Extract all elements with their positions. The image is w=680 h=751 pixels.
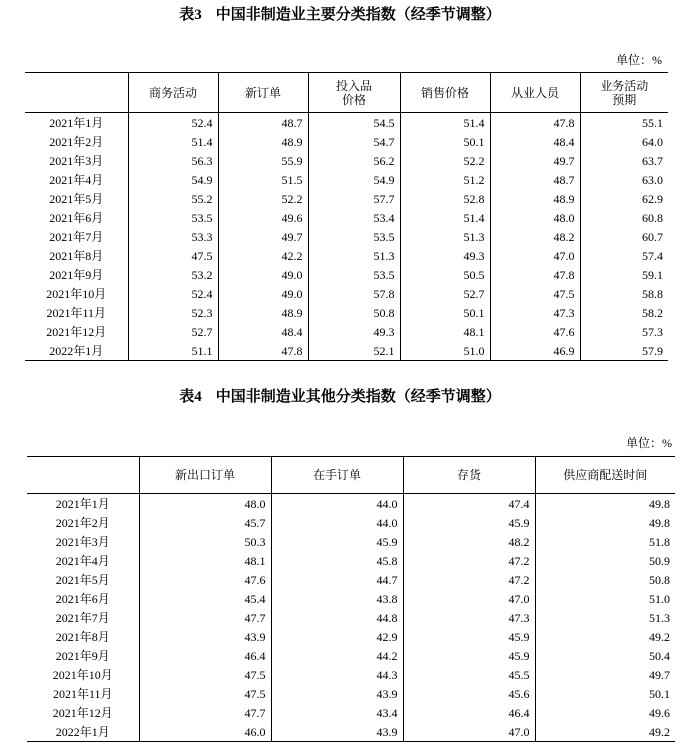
table3 xyxy=(25,72,668,361)
header-line: 业务活动 xyxy=(600,78,649,93)
header-month xyxy=(27,457,139,494)
cell-sales-prices: 50.1 xyxy=(400,303,490,322)
cell-sales-prices: 50.1 xyxy=(400,132,490,151)
cell-new-orders: 48.7 xyxy=(218,113,308,133)
table-row xyxy=(25,303,668,322)
cell-business-expectations: 58.2 xyxy=(580,303,668,322)
cell-sales-prices: 52.8 xyxy=(400,189,490,208)
cell-new-orders: 49.6 xyxy=(218,208,308,227)
cell-supplier-delivery-time: 49.8 xyxy=(535,513,675,532)
cell-business-expectations: 60.8 xyxy=(580,208,668,227)
cell-input-prices: 52.1 xyxy=(308,341,400,361)
cell-new-orders: 48.9 xyxy=(218,303,308,322)
row-month: 2021年6月 xyxy=(49,210,104,225)
cell-employment: 47.6 xyxy=(490,322,580,341)
table-row xyxy=(25,132,668,151)
cell-new-orders: 49.7 xyxy=(218,227,308,246)
cell-business-activity: 52.7 xyxy=(128,322,218,341)
row-month: 2021年3月 xyxy=(55,534,110,549)
cell-business-expectations: 63.0 xyxy=(580,170,668,189)
cell-backlog-orders: 44.0 xyxy=(271,494,403,514)
cell-supplier-delivery-time: 49.2 xyxy=(535,722,675,742)
cell-business-activity: 56.3 xyxy=(128,151,218,170)
cell-backlog-orders: 44.0 xyxy=(271,513,403,532)
table-row xyxy=(27,703,675,722)
cell-sales-prices: 51.3 xyxy=(400,227,490,246)
header-month xyxy=(25,73,128,113)
header-line: 销售价格 xyxy=(420,85,469,100)
cell-sales-prices: 52.7 xyxy=(400,284,490,303)
header-business-activity xyxy=(128,73,218,113)
cell-employment: 48.0 xyxy=(490,208,580,227)
cell-supplier-delivery-time: 50.8 xyxy=(535,570,675,589)
cell-new-orders: 48.9 xyxy=(218,132,308,151)
table4-body xyxy=(27,494,675,742)
cell-supplier-delivery-time: 50.1 xyxy=(535,684,675,703)
cell-new-orders: 55.9 xyxy=(218,151,308,170)
cell-new-export-orders: 48.0 xyxy=(139,494,271,514)
cell-business-activity: 53.5 xyxy=(128,208,218,227)
cell-supplier-delivery-time: 49.6 xyxy=(535,703,675,722)
cell-sales-prices: 49.3 xyxy=(400,246,490,265)
cell-business-expectations: 59.1 xyxy=(580,265,668,284)
cell-employment: 47.8 xyxy=(490,265,580,284)
cell-supplier-delivery-time: 51.0 xyxy=(535,589,675,608)
cell-business-expectations: 64.0 xyxy=(580,132,668,151)
cell-business-activity: 52.4 xyxy=(128,284,218,303)
cell-backlog-orders: 43.4 xyxy=(271,703,403,722)
header-backlog-orders: 在手订单 xyxy=(271,457,403,494)
cell-inventory: 46.4 xyxy=(403,703,535,722)
header-line: 价格 xyxy=(341,92,366,107)
cell-business-expectations: 63.7 xyxy=(580,151,668,170)
row-month: 2021年2月 xyxy=(55,515,110,530)
cell-backlog-orders: 44.3 xyxy=(271,665,403,684)
cell-new-export-orders: 45.4 xyxy=(139,589,271,608)
row-month: 2021年5月 xyxy=(55,572,110,587)
cell-sales-prices: 51.4 xyxy=(400,113,490,133)
table-row xyxy=(27,646,675,665)
table-row xyxy=(27,608,675,627)
cell-new-export-orders: 47.5 xyxy=(139,684,271,703)
cell-inventory: 47.3 xyxy=(403,608,535,627)
cell-new-orders: 47.8 xyxy=(218,341,308,361)
cell-backlog-orders: 44.2 xyxy=(271,646,403,665)
header-sales-prices xyxy=(400,73,490,113)
cell-supplier-delivery-time: 51.3 xyxy=(535,608,675,627)
table3-header xyxy=(25,73,668,113)
table3-title xyxy=(0,6,680,24)
row-month: 2021年11月 xyxy=(52,686,113,701)
cell-input-prices: 57.8 xyxy=(308,284,400,303)
cell-new-orders: 49.0 xyxy=(218,284,308,303)
cell-backlog-orders: 43.9 xyxy=(271,722,403,742)
cell-input-prices: 54.7 xyxy=(308,132,400,151)
table-row xyxy=(25,341,668,361)
cell-sales-prices: 51.2 xyxy=(400,170,490,189)
row-month: 2021年7月 xyxy=(49,229,104,244)
cell-backlog-orders: 44.7 xyxy=(271,570,403,589)
table-row xyxy=(27,551,675,570)
cell-sales-prices: 51.0 xyxy=(400,341,490,361)
row-month: 2021年7月 xyxy=(55,610,110,625)
cell-inventory: 47.2 xyxy=(403,551,535,570)
table3-unit: 单位：% xyxy=(616,53,662,67)
cell-business-activity: 51.1 xyxy=(128,341,218,361)
cell-sales-prices: 52.2 xyxy=(400,151,490,170)
cell-inventory: 45.9 xyxy=(403,513,535,532)
cell-inventory: 45.6 xyxy=(403,684,535,703)
table-row xyxy=(25,284,668,303)
cell-new-export-orders: 47.7 xyxy=(139,703,271,722)
table3-title-text: 中国非制造业主要分类指数（经季节调整） xyxy=(215,7,501,23)
cell-business-activity: 52.3 xyxy=(128,303,218,322)
cell-supplier-delivery-time: 49.7 xyxy=(535,665,675,684)
table4-header xyxy=(27,457,675,494)
row-month: 2021年5月 xyxy=(49,191,104,206)
cell-business-expectations: 60.7 xyxy=(580,227,668,246)
table3-number: 表3 xyxy=(179,7,202,23)
cell-input-prices: 50.8 xyxy=(308,303,400,322)
cell-supplier-delivery-time: 51.8 xyxy=(535,532,675,551)
cell-employment: 47.8 xyxy=(490,113,580,133)
cell-business-activity: 54.9 xyxy=(128,170,218,189)
row-month: 2021年8月 xyxy=(49,248,104,263)
table-row xyxy=(27,722,675,742)
cell-employment: 46.9 xyxy=(490,341,580,361)
cell-business-activity: 53.3 xyxy=(128,227,218,246)
cell-input-prices: 53.4 xyxy=(308,208,400,227)
cell-employment: 47.0 xyxy=(490,246,580,265)
header-supplier-delivery-time: 供应商配送时间 xyxy=(535,457,675,494)
header-line: 商务活动 xyxy=(148,85,197,100)
cell-input-prices: 53.5 xyxy=(308,265,400,284)
cell-input-prices: 49.3 xyxy=(308,322,400,341)
header-row xyxy=(27,457,675,494)
table-row xyxy=(27,589,675,608)
cell-new-orders: 49.0 xyxy=(218,265,308,284)
row-month: 2021年4月 xyxy=(55,553,110,568)
table-row xyxy=(27,570,675,589)
cell-business-expectations: 62.9 xyxy=(580,189,668,208)
header-business-expectations xyxy=(580,73,668,113)
row-month: 2021年11月 xyxy=(46,305,107,320)
cell-inventory: 47.0 xyxy=(403,722,535,742)
table-row xyxy=(25,170,668,189)
cell-new-orders: 51.5 xyxy=(218,170,308,189)
table-row xyxy=(25,208,668,227)
table-row xyxy=(27,494,675,514)
table-row xyxy=(25,265,668,284)
cell-business-expectations: 57.3 xyxy=(580,322,668,341)
cell-input-prices: 54.9 xyxy=(308,170,400,189)
cell-business-expectations: 57.4 xyxy=(580,246,668,265)
table-row xyxy=(25,322,668,341)
cell-inventory: 45.5 xyxy=(403,665,535,684)
row-month: 2021年6月 xyxy=(55,591,110,606)
table-row xyxy=(27,684,675,703)
row-month: 2021年12月 xyxy=(52,705,113,720)
cell-backlog-orders: 42.9 xyxy=(271,627,403,646)
cell-input-prices: 53.5 xyxy=(308,227,400,246)
table3-body xyxy=(25,113,668,361)
cell-new-export-orders: 47.5 xyxy=(139,665,271,684)
cell-new-export-orders: 47.7 xyxy=(139,608,271,627)
cell-supplier-delivery-time: 50.9 xyxy=(535,551,675,570)
cell-new-orders: 48.4 xyxy=(218,322,308,341)
cell-new-export-orders: 46.4 xyxy=(139,646,271,665)
cell-business-expectations: 58.8 xyxy=(580,284,668,303)
cell-supplier-delivery-time: 49.8 xyxy=(535,494,675,514)
table4-title xyxy=(0,388,680,406)
table-row xyxy=(27,513,675,532)
cell-supplier-delivery-time: 49.2 xyxy=(535,627,675,646)
row-month: 2021年8月 xyxy=(55,629,110,644)
cell-new-orders: 52.2 xyxy=(218,189,308,208)
cell-backlog-orders: 45.9 xyxy=(271,532,403,551)
row-month: 2021年2月 xyxy=(49,134,104,149)
cell-inventory: 47.2 xyxy=(403,570,535,589)
table4-unit: 单位：% xyxy=(626,436,672,450)
row-month: 2021年1月 xyxy=(49,115,104,130)
row-month: 2022年1月 xyxy=(27,722,139,742)
row-month: 2021年4月 xyxy=(49,172,104,187)
table-row xyxy=(25,246,668,265)
cell-business-activity: 51.4 xyxy=(128,132,218,151)
row-month: 2021年1月 xyxy=(55,496,110,511)
header-line: 预期 xyxy=(612,92,637,107)
row-month: 2022年1月 xyxy=(25,341,128,361)
row-month: 2021年12月 xyxy=(46,324,107,339)
header-new-orders xyxy=(218,73,308,113)
table4-number: 表4 xyxy=(179,389,202,405)
cell-business-activity: 47.5 xyxy=(128,246,218,265)
cell-employment: 47.3 xyxy=(490,303,580,322)
cell-new-export-orders: 48.1 xyxy=(139,551,271,570)
cell-sales-prices: 48.1 xyxy=(400,322,490,341)
cell-employment: 48.2 xyxy=(490,227,580,246)
cell-input-prices: 51.3 xyxy=(308,246,400,265)
table4 xyxy=(27,456,675,742)
header-input-prices xyxy=(308,73,400,113)
header-line: 新订单 xyxy=(244,85,281,100)
cell-business-activity: 53.2 xyxy=(128,265,218,284)
cell-inventory: 45.9 xyxy=(403,627,535,646)
header-inventory: 存货 xyxy=(403,457,535,494)
cell-business-expectations: 55.1 xyxy=(580,113,668,133)
header-new-export-orders: 新出口订单 xyxy=(139,457,271,494)
cell-inventory: 47.0 xyxy=(403,589,535,608)
cell-inventory: 45.9 xyxy=(403,646,535,665)
cell-new-export-orders: 47.6 xyxy=(139,570,271,589)
cell-input-prices: 56.2 xyxy=(308,151,400,170)
row-month: 2021年10月 xyxy=(46,286,107,301)
cell-new-export-orders: 46.0 xyxy=(139,722,271,742)
cell-input-prices: 54.5 xyxy=(308,113,400,133)
cell-inventory: 48.2 xyxy=(403,532,535,551)
header-line: 投入品 xyxy=(335,78,372,93)
table-row xyxy=(27,532,675,551)
table-row xyxy=(25,113,668,133)
header-row xyxy=(25,73,668,113)
cell-new-export-orders: 50.3 xyxy=(139,532,271,551)
row-month: 2021年9月 xyxy=(55,648,110,663)
row-month: 2021年9月 xyxy=(49,267,104,282)
cell-new-export-orders: 43.9 xyxy=(139,627,271,646)
cell-employment: 47.5 xyxy=(490,284,580,303)
cell-employment: 48.4 xyxy=(490,132,580,151)
header-employment xyxy=(490,73,580,113)
cell-backlog-orders: 45.8 xyxy=(271,551,403,570)
cell-sales-prices: 50.5 xyxy=(400,265,490,284)
cell-backlog-orders: 43.8 xyxy=(271,589,403,608)
table-row xyxy=(25,227,668,246)
cell-sales-prices: 51.4 xyxy=(400,208,490,227)
cell-employment: 48.7 xyxy=(490,170,580,189)
cell-backlog-orders: 44.8 xyxy=(271,608,403,627)
table-row xyxy=(25,151,668,170)
row-month: 2021年3月 xyxy=(49,153,104,168)
table4-title-text: 中国非制造业其他分类指数（经季节调整） xyxy=(215,389,501,405)
cell-business-expectations: 57.9 xyxy=(580,341,668,361)
table-row xyxy=(27,627,675,646)
cell-employment: 48.9 xyxy=(490,189,580,208)
cell-input-prices: 57.7 xyxy=(308,189,400,208)
row-month: 2021年10月 xyxy=(52,667,113,682)
table-row xyxy=(25,189,668,208)
cell-supplier-delivery-time: 50.4 xyxy=(535,646,675,665)
table-row xyxy=(27,665,675,684)
cell-backlog-orders: 43.9 xyxy=(271,684,403,703)
header-line: 从业人员 xyxy=(510,85,559,100)
cell-employment: 49.7 xyxy=(490,151,580,170)
cell-new-export-orders: 45.7 xyxy=(139,513,271,532)
cell-inventory: 47.4 xyxy=(403,494,535,514)
cell-new-orders: 42.2 xyxy=(218,246,308,265)
cell-business-activity: 55.2 xyxy=(128,189,218,208)
cell-business-activity: 52.4 xyxy=(128,113,218,133)
